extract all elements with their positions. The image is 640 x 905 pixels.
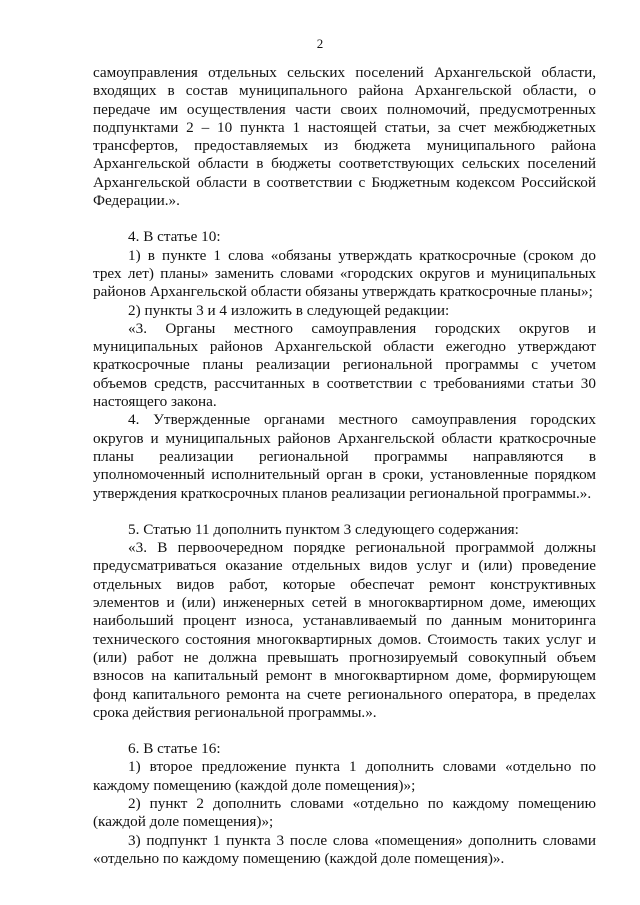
section-heading-6: 6. В статье 16: [128,740,221,758]
paragraph-4-quote-3: «3. Органы местного самоуправления городских округов и муниципальных районов Архангельской области ежегодно утверждают краткосрочные планы реализации региональной программы с учетом объемов средств, рассчитанных в соответствии с требованиями статьи 30 настоящего закона. [93,319,596,411]
paragraph-5-quote-3: «3. В первоочередном порядке региональной программой должны предусматриваться оказание отдельных видов услуг и (или) проведение отдельных видов работ, которые обеспечат ремонт конструктивных элементов и (или) инженерных сетей в многоквартирном доме, имеющих наибольший процент износа, устанавливаемый по данным мониторинга технического состояния многоквартирных домов. Стоимость таких услуг и (или) работ не должна превышать прогнозируемый совокупный объем взносов на капитальный ремонт в многоквартирном доме, формирующем фонд капитального ремонта на счете регионального оператора, в пределах срока действия региональной программы.». [93,539,596,721]
paragraph-6-2: 2) пункт 2 дополнить словами «отдельно по каждому помещению (каждой доле помещения)»; [93,794,596,831]
paragraph-6-3: 3) подпункт 1 пункта 3 после слова «помещения» дополнить словами «отдельно по каждому помещению (каждой доле помещения)». [93,831,596,867]
page-number: 2 [316,36,324,51]
section-heading-5: 5. Статью 11 дополнить пунктом 3 следующего содержания: [128,520,519,538]
paragraph-6-1: 1) второе предложение пункта 1 дополнить словами «отдельно по каждому помещению (каждой доле помещения)»; [93,758,596,794]
paragraph-4-1: 1) в пункте 1 слова «обязаны утверждать краткосрочные (сроком до трех лет) планы» заменить словами «городских округов и муниципальных районов Архангельской области обязаны утверждать краткосрочные планы»; [93,246,596,301]
document-body [93,64,596,868]
section-heading-4: 4. В статье 10: [128,228,221,246]
paragraph-4-quote-4: 4. Утвержденные органами местного самоуправления городских округов и муниципальных районов Архангельской области краткосрочные планы реализации региональной программы направляются в уполномоченный исполнительный орган в сроки, установленные порядком утверждения краткосрочных планов реализации региональной программы.». [93,411,596,502]
paragraph-continuation: самоуправления отдельных сельских поселений Архангельской области, входящих в состав муниципального района Архангельской области, о передаче им осуществления части своих полномочий, предусмотренных подпунктами 2 – 10 пункта 1 настоящей статьи, за счет межбюджетных трансфертов, предоставляемых из бюджета муниципального района Архангельской области в бюджеты соответствующих сельских поселений Архангельской области в соответствии с Бюджетным кодексом Российской Федерации.». [93,64,596,210]
paragraph-4-2: 2) пункты 3 и 4 изложить в следующей редакции: [128,301,450,319]
